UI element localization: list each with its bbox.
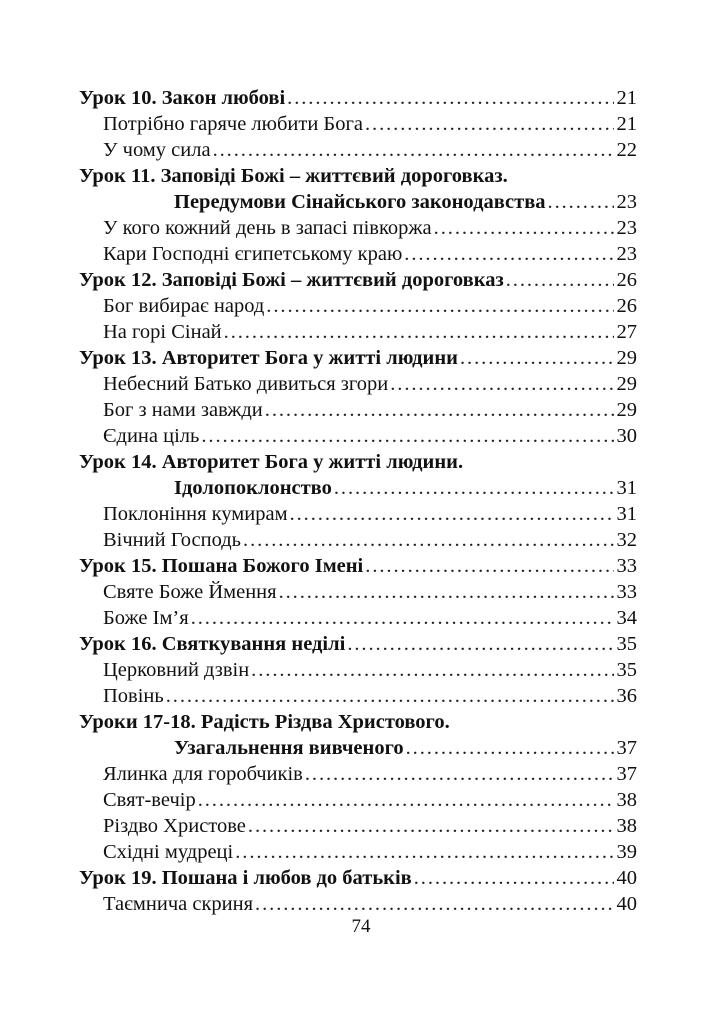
toc-entry-page: 30 bbox=[616, 425, 637, 447]
toc-entry-page: 31 bbox=[616, 477, 637, 499]
dot-leader bbox=[290, 501, 614, 527]
dot-leader bbox=[166, 683, 614, 709]
toc-entry-label: Бог з нами завжди bbox=[103, 399, 263, 421]
dot-leader bbox=[255, 891, 613, 917]
toc-entry-page: 23 bbox=[616, 243, 637, 265]
dot-leader bbox=[414, 865, 614, 891]
toc-entry bbox=[79, 85, 637, 111]
toc-entry-page: 40 bbox=[616, 893, 637, 915]
dot-leader bbox=[266, 293, 613, 319]
toc-subentry bbox=[79, 319, 637, 345]
dot-leader bbox=[434, 215, 614, 241]
toc-subentry bbox=[79, 371, 637, 397]
toc-entry-label: У кого кожний день в запасі півкоржа bbox=[103, 217, 432, 239]
toc-entry-label: Ідолопоклонство bbox=[174, 477, 332, 499]
toc-subentry bbox=[79, 423, 637, 449]
toc-entry-page: 29 bbox=[616, 399, 637, 421]
toc-entry-page: 26 bbox=[616, 295, 637, 317]
toc-entry-label: Урок 13. Авторитет Бога у житті людини bbox=[79, 347, 458, 369]
toc-entry-label: Уроки 17-18. Радість Різдва Христового. bbox=[79, 711, 450, 733]
toc-subentry bbox=[79, 891, 637, 917]
dot-leader bbox=[305, 761, 614, 787]
toc-entry bbox=[79, 163, 637, 189]
toc-entry-page: 32 bbox=[616, 529, 637, 551]
toc-subentry bbox=[79, 579, 637, 605]
toc-entry-page: 21 bbox=[616, 113, 637, 135]
toc-entry bbox=[79, 189, 637, 215]
toc-entry-label: Різдво Христове bbox=[103, 815, 246, 837]
toc-entry-page: 38 bbox=[616, 815, 637, 837]
toc-subentry bbox=[79, 787, 637, 813]
toc-entry-label: Урок 16. Святкування неділі bbox=[79, 633, 346, 655]
dot-leader bbox=[213, 137, 614, 163]
dot-leader bbox=[191, 605, 614, 631]
toc-subentry bbox=[79, 293, 637, 319]
dot-leader bbox=[404, 241, 613, 267]
dot-leader bbox=[506, 267, 614, 293]
toc-entry-page: 29 bbox=[616, 373, 637, 395]
dot-leader bbox=[243, 527, 613, 553]
toc-entry-label: Кари Господні єгипетському краю bbox=[103, 243, 403, 265]
dot-leader bbox=[365, 553, 613, 579]
dot-leader bbox=[548, 189, 614, 215]
toc-entry-page: 23 bbox=[616, 191, 637, 213]
dot-leader bbox=[198, 787, 614, 813]
toc-entry bbox=[79, 475, 637, 501]
toc-entry-label: Небесний Батько дивиться згори bbox=[103, 373, 389, 395]
toc-subentry bbox=[79, 527, 637, 553]
dot-leader bbox=[365, 111, 614, 137]
toc-entry-label: У чому сила bbox=[103, 139, 211, 161]
toc-subentry bbox=[79, 501, 637, 527]
toc-entry-label: Урок 11. Заповіді Божі – життєвий дороговказ. bbox=[79, 165, 508, 187]
toc-subentry bbox=[79, 111, 637, 137]
dot-leader bbox=[224, 319, 614, 345]
toc-entry bbox=[79, 345, 637, 371]
toc-entry-page: 36 bbox=[616, 685, 637, 707]
toc-entry bbox=[79, 553, 637, 579]
toc-entry-label: Поклоніння кумирам bbox=[103, 503, 288, 525]
toc-entry-page: 21 bbox=[616, 87, 637, 109]
toc-entry-label: Урок 15. Пошана Божого Імені bbox=[79, 555, 364, 577]
dot-leader bbox=[248, 813, 614, 839]
toc-entry-page: 35 bbox=[616, 659, 637, 681]
table-of-contents bbox=[79, 85, 637, 917]
toc-entry-label: Церковний дзвін bbox=[103, 659, 250, 681]
toc-entry bbox=[79, 709, 637, 735]
toc-entry-page: 39 bbox=[616, 841, 637, 863]
toc-entry-page: 29 bbox=[616, 347, 637, 369]
dot-leader bbox=[347, 631, 613, 657]
toc-entry-label: Потрібно гаряче любити Бога bbox=[103, 113, 363, 135]
toc-subentry bbox=[79, 397, 637, 423]
toc-entry-page: 27 bbox=[616, 321, 637, 343]
dot-leader bbox=[235, 839, 613, 865]
toc-entry-page: 40 bbox=[616, 867, 637, 889]
toc-entry bbox=[79, 631, 637, 657]
toc-entry-label: Боже Ім’я bbox=[103, 607, 189, 629]
dot-leader bbox=[201, 423, 613, 449]
toc-entry-label: Ялинка для горобчиків bbox=[103, 763, 303, 785]
dot-leader bbox=[334, 475, 614, 501]
toc-entry-label: Святе Боже Ймення bbox=[103, 581, 277, 603]
toc-entry-label: Вічний Господь bbox=[103, 529, 242, 551]
toc-entry bbox=[79, 865, 637, 891]
page-number: 74 bbox=[351, 916, 371, 937]
toc-entry-label: Свят-вечір bbox=[103, 789, 196, 811]
toc-entry-page: 33 bbox=[616, 555, 637, 577]
toc-entry-label: Узагальнення вивченого bbox=[174, 737, 404, 759]
dot-leader bbox=[390, 371, 613, 397]
toc-subentry bbox=[79, 605, 637, 631]
toc-subentry bbox=[79, 813, 637, 839]
toc-entry bbox=[79, 735, 637, 761]
dot-leader bbox=[406, 735, 614, 761]
toc-entry-page: 33 bbox=[616, 581, 637, 603]
dot-leader bbox=[287, 85, 613, 111]
toc-entry-label: Таємнича скриня bbox=[103, 893, 254, 915]
toc-entry-page: 23 bbox=[616, 217, 637, 239]
toc-entry bbox=[79, 449, 637, 475]
toc-subentry bbox=[79, 657, 637, 683]
toc-entry-page: 22 bbox=[616, 139, 637, 161]
dot-leader bbox=[265, 397, 614, 423]
dot-leader bbox=[279, 579, 614, 605]
toc-entry-page: 38 bbox=[616, 789, 637, 811]
toc-subentry bbox=[79, 683, 637, 709]
toc-subentry bbox=[79, 839, 637, 865]
toc-entry-page: 35 bbox=[616, 633, 637, 655]
toc-entry-page: 31 bbox=[616, 503, 637, 525]
toc-entry-label: Урок 12. Заповіді Божі – життєвий дороговказ bbox=[79, 269, 504, 291]
toc-entry-label: Урок 19. Пошана і любов до батьків bbox=[79, 867, 412, 889]
toc-entry-label: Східні мудреці bbox=[103, 841, 234, 863]
toc-subentry bbox=[79, 137, 637, 163]
toc-entry-page: 34 bbox=[616, 607, 637, 629]
toc-entry-label: Урок 10. Закон любові bbox=[79, 87, 286, 109]
toc-entry-label: Передумови Сінайського законодавства bbox=[174, 191, 546, 213]
toc-entry-label: Урок 14. Авторитет Бога у житті людини. bbox=[79, 451, 464, 473]
toc-entry-page: 26 bbox=[616, 269, 637, 291]
dot-leader bbox=[460, 345, 614, 371]
toc-entry bbox=[79, 267, 637, 293]
toc-entry-label: Бог вибирає народ bbox=[103, 295, 265, 317]
dot-leader bbox=[251, 657, 613, 683]
toc-entry-label: На горі Сінай bbox=[103, 321, 222, 343]
toc-entry-page: 37 bbox=[616, 737, 637, 759]
toc-subentry bbox=[79, 215, 637, 241]
toc-entry-label: Повінь bbox=[103, 685, 164, 707]
toc-entry-page: 37 bbox=[616, 763, 637, 785]
toc-entry-label: Єдина ціль bbox=[103, 425, 200, 447]
toc-subentry bbox=[79, 241, 637, 267]
toc-subentry bbox=[79, 761, 637, 787]
